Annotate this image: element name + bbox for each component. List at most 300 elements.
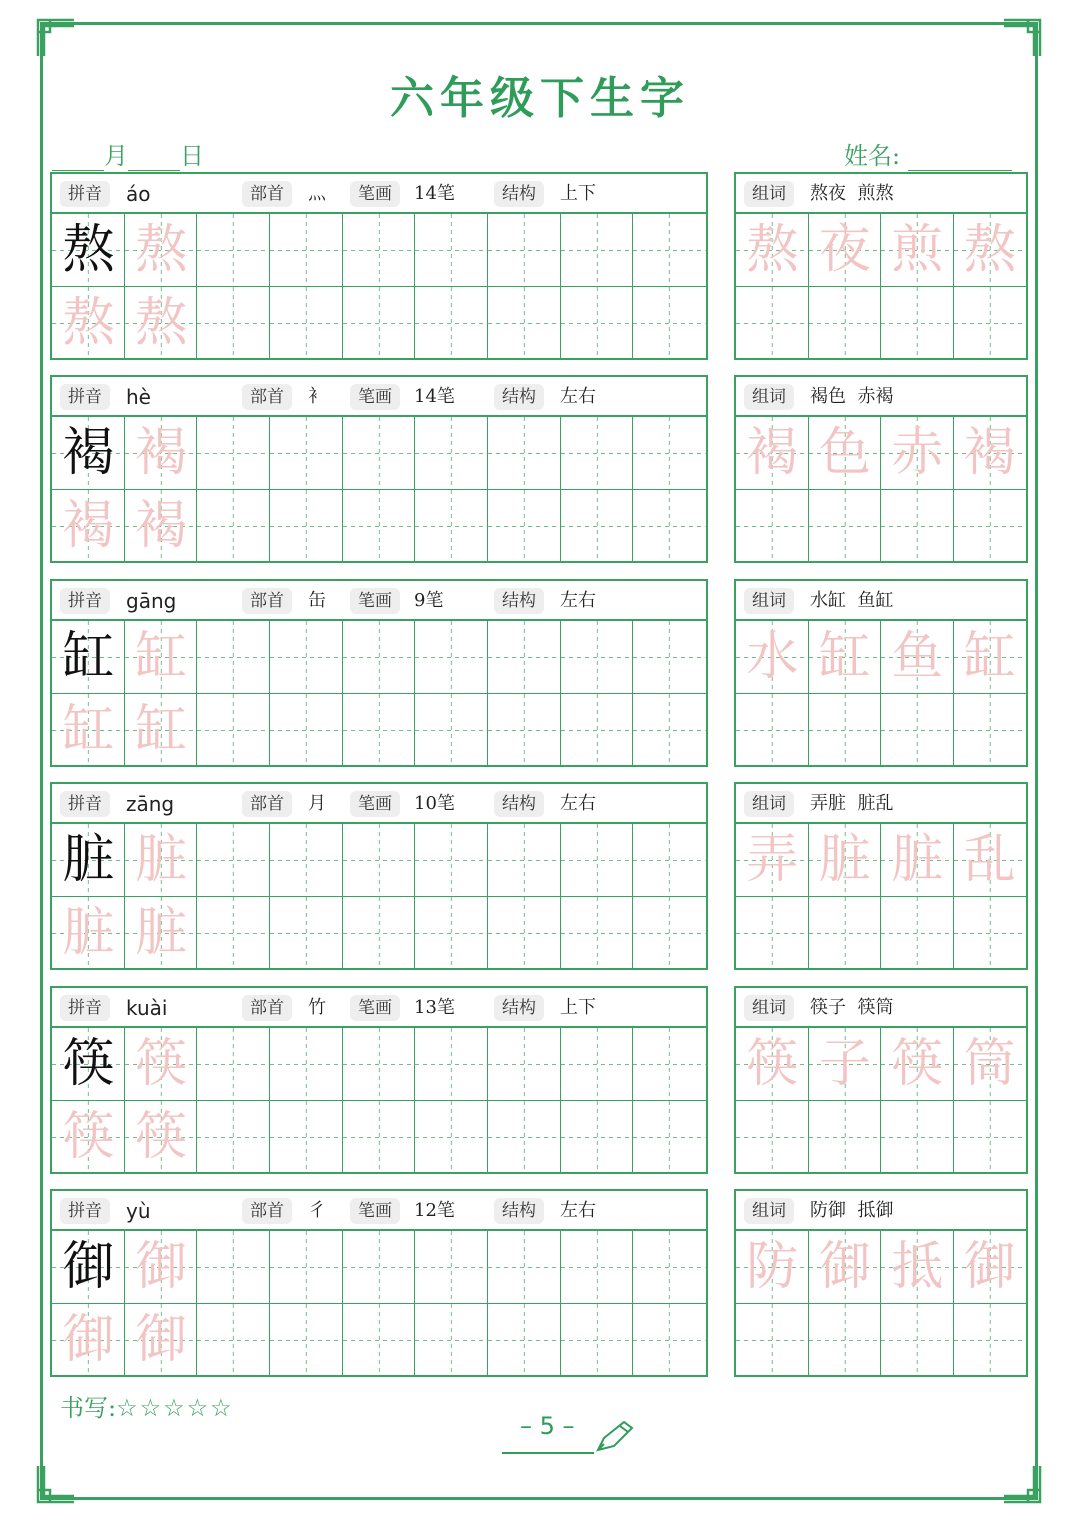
writing-cell[interactable] [343,417,416,490]
word-writing-cell[interactable] [809,897,882,970]
radical-value: 彳 [308,1200,326,1221]
writing-cell[interactable] [343,897,416,970]
practice-grid [52,1028,706,1174]
radical-value: 缶 [308,590,326,611]
word-writing-cell[interactable] [736,694,809,767]
name-blank[interactable] [908,146,1012,171]
strokes-tag: 笔画 [350,791,400,817]
radical-tag: 部首 [242,995,292,1021]
words-tag: 组词 [744,1198,794,1224]
rating-stars[interactable]: ☆☆☆☆☆ [116,1394,234,1422]
words-grid [736,1028,1026,1174]
corner-ornament [1002,1464,1042,1504]
page-title: 六年级下生字 [390,73,690,124]
word-trace-character: 缸 [818,627,871,687]
character-info-row [52,1191,706,1231]
pinyin-value: yù [126,1199,151,1223]
word-writing-cell[interactable] [809,1028,882,1101]
word-trace-character: 赤 [891,423,944,483]
writing-cell[interactable] [488,1231,561,1304]
practice-box [50,986,708,1174]
word-trace-character: 脏 [891,830,944,890]
radical-tag: 部首 [242,791,292,817]
words-grid [736,214,1026,360]
writing-cell[interactable] [52,1101,125,1174]
pinyin-tag: 拼音 [60,384,110,410]
word-writing-cell[interactable] [736,621,809,694]
word-writing-cell[interactable] [954,824,1027,897]
writing-cell[interactable] [52,897,125,970]
word-writing-cell[interactable] [881,1101,954,1174]
writing-cell[interactable] [415,1231,488,1304]
strokes-tag: 笔画 [350,588,400,614]
writing-cell[interactable] [488,417,561,490]
word-writing-cell[interactable] [881,214,954,287]
writing-cell[interactable] [633,214,706,287]
model-character: 熬 [62,220,115,280]
writing-cell[interactable] [125,287,198,360]
pen-icon [594,1420,634,1454]
words-info-row [736,1191,1026,1231]
practice-box [50,1189,708,1377]
page-number: – 5 – [520,1412,575,1440]
word-writing-cell[interactable] [809,694,882,767]
structure-value: 左右 [560,386,596,407]
word-trace-character: 褐 [963,423,1016,483]
word-writing-cell[interactable] [809,1231,882,1304]
pinyin-tag: 拼音 [60,791,110,817]
day-blank[interactable] [128,146,180,171]
word-writing-cell[interactable] [954,694,1027,767]
writing-cell[interactable] [52,1304,125,1377]
writing-cell[interactable] [125,694,198,767]
writing-cell[interactable] [270,824,343,897]
word-trace-character: 熬 [746,220,799,280]
word-trace-character: 筒 [963,1034,1016,1094]
writing-cell[interactable] [343,1231,416,1304]
writing-cell[interactable] [561,1101,634,1174]
writing-cell[interactable] [633,694,706,767]
writing-cell[interactable] [125,824,198,897]
writing-cell[interactable] [415,694,488,767]
words-info-row [736,581,1026,621]
writing-cell[interactable] [633,417,706,490]
structure-tag: 结构 [494,1198,544,1224]
corner-ornament [1002,18,1042,58]
trace-character: 筷 [135,1034,188,1094]
word-writing-cell[interactable] [881,1028,954,1101]
words-tag: 组词 [744,995,794,1021]
radical-value: 灬 [308,183,326,204]
trace-character: 缸 [62,700,115,760]
writing-cell[interactable] [633,1101,706,1174]
word-writing-cell[interactable] [809,214,882,287]
writing-cell[interactable] [197,1304,270,1377]
strokes-value: 12笔 [414,1200,455,1221]
writing-cell[interactable] [197,694,270,767]
writing-cell[interactable] [561,214,634,287]
writing-cell[interactable] [488,287,561,360]
character-info-row [52,581,706,621]
writing-cell[interactable] [270,417,343,490]
writing-cell[interactable] [415,1028,488,1101]
word-trace-character: 色 [818,423,871,483]
trace-character: 熬 [135,220,188,280]
writing-cell[interactable] [561,490,634,563]
word-writing-cell[interactable] [881,417,954,490]
rating-label: 书写: [60,1394,117,1422]
writing-cell[interactable] [488,897,561,970]
writing-rating [60,1388,234,1423]
word-writing-cell[interactable] [881,287,954,360]
name-line [844,136,1012,171]
writing-cell[interactable] [415,490,488,563]
writing-cell[interactable] [561,694,634,767]
writing-cell[interactable] [561,417,634,490]
writing-cell[interactable] [343,490,416,563]
word-writing-cell[interactable] [736,287,809,360]
writing-cell[interactable] [125,1304,198,1377]
practice-box [50,375,708,563]
practice-grid [52,621,706,767]
character-info-row [52,784,706,824]
word-writing-cell[interactable] [809,621,882,694]
word-trace-character: 乱 [963,830,1016,890]
word-writing-cell[interactable] [809,824,882,897]
writing-cell[interactable] [488,1101,561,1174]
trace-character: 缸 [135,700,188,760]
writing-cell[interactable] [125,621,198,694]
writing-cell[interactable] [561,1304,634,1377]
writing-cell[interactable] [52,1028,125,1101]
radical-value: 竹 [308,997,326,1018]
writing-cell[interactable] [197,824,270,897]
writing-cell[interactable] [125,1101,198,1174]
writing-cell[interactable] [633,1028,706,1101]
writing-cell[interactable] [488,1028,561,1101]
word-trace-character: 褐 [746,423,799,483]
writing-cell[interactable] [488,490,561,563]
writing-cell[interactable] [633,1304,706,1377]
writing-cell[interactable] [343,1101,416,1174]
trace-character: 缸 [135,627,188,687]
writing-cell[interactable] [125,490,198,563]
word-writing-cell[interactable] [881,1304,954,1377]
trace-character: 筷 [135,1107,188,1167]
word-writing-cell[interactable] [954,897,1027,970]
strokes-tag: 笔画 [350,181,400,207]
word-writing-cell[interactable] [736,1028,809,1101]
trace-character: 筷 [62,1107,115,1167]
word-writing-cell[interactable] [954,287,1027,360]
writing-cell[interactable] [125,897,198,970]
writing-cell[interactable] [52,214,125,287]
words-box [734,172,1028,360]
word-writing-cell[interactable] [881,694,954,767]
words-value: 褐色 赤褐 [810,386,894,407]
writing-cell[interactable] [197,287,270,360]
structure-value: 左右 [560,1200,596,1221]
writing-cell[interactable] [561,287,634,360]
writing-cell[interactable] [488,214,561,287]
writing-cell[interactable] [343,824,416,897]
structure-value: 上下 [560,183,596,204]
writing-cell[interactable] [52,1231,125,1304]
structure-value: 左右 [560,793,596,814]
word-writing-cell[interactable] [736,214,809,287]
radical-value: 月 [308,793,326,814]
word-writing-cell[interactable] [736,897,809,970]
writing-cell[interactable] [270,1028,343,1101]
structure-tag: 结构 [494,181,544,207]
word-writing-cell[interactable] [736,417,809,490]
word-writing-cell[interactable] [736,824,809,897]
writing-cell[interactable] [270,694,343,767]
character-info-row [52,377,706,417]
trace-character: 熬 [135,293,188,353]
word-writing-cell[interactable] [954,621,1027,694]
words-info-row [736,377,1026,417]
writing-cell[interactable] [52,417,125,490]
structure-tag: 结构 [494,995,544,1021]
word-writing-cell[interactable] [881,1231,954,1304]
strokes-value: 10笔 [414,793,455,814]
pinyin-value: hè [126,385,151,409]
character-block [50,782,1028,972]
writing-cell[interactable] [343,694,416,767]
month-label: 月 [104,142,128,170]
words-info-row [736,988,1026,1028]
practice-grid [52,824,706,970]
word-trace-character: 抵 [891,1237,944,1297]
words-info-row [736,174,1026,214]
word-trace-character: 弄 [746,830,799,890]
trace-character: 褐 [62,496,115,556]
words-value: 防御 抵御 [810,1200,894,1221]
structure-tag: 结构 [494,791,544,817]
word-trace-character: 夜 [818,220,871,280]
word-trace-character: 鱼 [891,627,944,687]
pinyin-tag: 拼音 [60,588,110,614]
name-label: 姓名: [844,142,901,170]
word-trace-character: 水 [746,627,799,687]
word-writing-cell[interactable] [881,621,954,694]
writing-cell[interactable] [415,214,488,287]
words-tag: 组词 [744,791,794,817]
word-trace-character: 御 [963,1237,1016,1297]
pinyin-tag: 拼音 [60,995,110,1021]
trace-character: 褐 [135,496,188,556]
writing-cell[interactable] [561,1231,634,1304]
writing-cell[interactable] [197,490,270,563]
writing-cell[interactable] [488,824,561,897]
writing-cell[interactable] [197,1028,270,1101]
writing-cell[interactable] [343,621,416,694]
strokes-tag: 笔画 [350,384,400,410]
word-writing-cell[interactable] [809,417,882,490]
word-writing-cell[interactable] [954,1028,1027,1101]
words-value: 熬夜 煎熬 [810,183,894,204]
trace-character: 褐 [135,423,188,483]
corner-ornament [36,18,76,58]
word-writing-cell[interactable] [881,897,954,970]
word-writing-cell[interactable] [954,1101,1027,1174]
writing-cell[interactable] [343,1304,416,1377]
model-character: 筷 [62,1034,115,1094]
writing-cell[interactable] [633,621,706,694]
word-writing-cell[interactable] [736,1101,809,1174]
word-writing-cell[interactable] [809,490,882,563]
writing-cell[interactable] [415,897,488,970]
trace-character: 御 [62,1310,115,1370]
word-writing-cell[interactable] [954,1304,1027,1377]
writing-cell[interactable] [488,621,561,694]
model-character: 御 [62,1237,115,1297]
writing-cell[interactable] [343,214,416,287]
writing-cell[interactable] [52,287,125,360]
words-value: 水缸 鱼缸 [810,590,894,611]
word-trace-character: 脏 [818,830,871,890]
strokes-value: 14笔 [414,386,455,407]
writing-cell[interactable] [197,214,270,287]
writing-cell[interactable] [415,1101,488,1174]
word-trace-character: 御 [818,1237,871,1297]
writing-cell[interactable] [633,824,706,897]
writing-cell[interactable] [125,1231,198,1304]
trace-character: 御 [135,1237,188,1297]
writing-cell[interactable] [52,490,125,563]
words-grid [736,621,1026,767]
writing-cell[interactable] [270,1304,343,1377]
writing-cell[interactable] [197,417,270,490]
model-character: 缸 [62,627,115,687]
writing-cell[interactable] [270,621,343,694]
strokes-value: 13笔 [414,997,455,1018]
character-info-row [52,988,706,1028]
radical-tag: 部首 [242,181,292,207]
trace-character: 脏 [62,903,115,963]
writing-cell[interactable] [270,1101,343,1174]
practice-grid [52,417,706,563]
pinyin-value: kuài [126,996,168,1020]
radical-tag: 部首 [242,1198,292,1224]
writing-cell[interactable] [197,1101,270,1174]
writing-cell[interactable] [270,1231,343,1304]
word-writing-cell[interactable] [809,287,882,360]
pinyin-tag: 拼音 [60,1198,110,1224]
word-writing-cell[interactable] [809,1101,882,1174]
trace-character: 御 [135,1310,188,1370]
character-block [50,986,1028,1176]
writing-cell[interactable] [52,694,125,767]
words-box [734,579,1028,767]
word-writing-cell[interactable] [881,490,954,563]
word-writing-cell[interactable] [954,214,1027,287]
word-writing-cell[interactable] [954,490,1027,563]
writing-cell[interactable] [415,287,488,360]
writing-cell[interactable] [125,417,198,490]
writing-cell[interactable] [197,621,270,694]
words-tag: 组词 [744,181,794,207]
month-blank[interactable] [52,146,104,171]
word-trace-character: 筷 [891,1034,944,1094]
radical-tag: 部首 [242,384,292,410]
writing-cell[interactable] [415,417,488,490]
writing-cell[interactable] [561,897,634,970]
strokes-tag: 笔画 [350,1198,400,1224]
structure-value: 左右 [560,590,596,611]
writing-cell[interactable] [197,897,270,970]
word-writing-cell[interactable] [736,1304,809,1377]
writing-cell[interactable] [488,694,561,767]
structure-tag: 结构 [494,384,544,410]
writing-cell[interactable] [561,621,634,694]
pinyin-value: gāng [126,589,177,613]
practice-grid [52,1231,706,1377]
word-writing-cell[interactable] [736,1231,809,1304]
writing-cell[interactable] [633,287,706,360]
word-writing-cell[interactable] [809,1304,882,1377]
day-label: 日 [180,142,204,170]
writing-cell[interactable] [415,621,488,694]
character-info-row [52,174,706,214]
model-character: 脏 [62,830,115,890]
word-writing-cell[interactable] [954,417,1027,490]
writing-cell[interactable] [52,621,125,694]
word-writing-cell[interactable] [954,1231,1027,1304]
words-tag: 组词 [744,588,794,614]
pinyin-value: zāng [126,792,175,816]
radical-value: 衤 [308,386,326,407]
practice-grid [52,214,706,360]
writing-cell[interactable] [561,824,634,897]
word-trace-character: 缸 [963,627,1016,687]
writing-cell[interactable] [415,1304,488,1377]
writing-cell[interactable] [633,490,706,563]
writing-cell[interactable] [52,824,125,897]
word-trace-character: 子 [818,1034,871,1094]
words-grid [736,1231,1026,1377]
word-trace-character: 筷 [746,1034,799,1094]
strokes-value: 9笔 [414,590,444,611]
writing-cell[interactable] [270,897,343,970]
writing-cell[interactable] [488,1304,561,1377]
writing-cell[interactable] [343,1028,416,1101]
writing-cell[interactable] [415,824,488,897]
writing-cell[interactable] [125,1028,198,1101]
writing-cell[interactable] [270,287,343,360]
words-box [734,986,1028,1174]
words-box [734,1189,1028,1377]
writing-cell[interactable] [125,214,198,287]
word-trace-character: 熬 [963,220,1016,280]
words-info-row [736,784,1026,824]
word-writing-cell[interactable] [736,490,809,563]
writing-cell[interactable] [343,287,416,360]
writing-cell[interactable] [270,214,343,287]
writing-cell[interactable] [197,1231,270,1304]
structure-value: 上下 [560,997,596,1018]
character-block [50,1189,1028,1379]
writing-cell[interactable] [633,897,706,970]
writing-cell[interactable] [270,490,343,563]
word-writing-cell[interactable] [881,824,954,897]
words-grid [736,417,1026,563]
words-box [734,782,1028,970]
trace-character: 脏 [135,903,188,963]
writing-cell[interactable] [633,1231,706,1304]
writing-cell[interactable] [561,1028,634,1101]
